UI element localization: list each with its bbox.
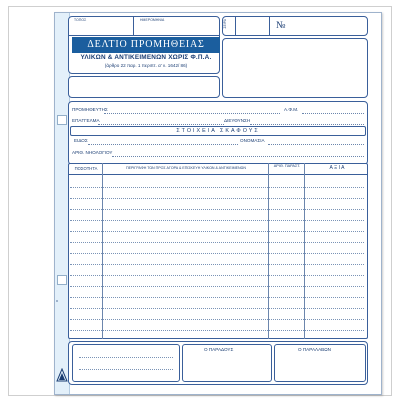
punch-hole	[57, 275, 67, 285]
margin-mark	[56, 300, 58, 302]
registry-label: ΑΡΙΘ. ΝΗΟΛΟΓΙΟΥ	[72, 150, 113, 155]
date-label: ΗΜΕΡΟΜΗΝΙΑ	[140, 18, 165, 22]
supplier-input-line[interactable]	[104, 113, 280, 114]
vat-label: Α.Φ.Μ.	[284, 107, 299, 112]
recipient-box[interactable]	[222, 38, 368, 98]
table-row[interactable]	[70, 330, 364, 331]
number-label: №	[276, 20, 286, 31]
table-row[interactable]	[70, 308, 364, 309]
table-row[interactable]	[70, 209, 364, 210]
table-row[interactable]	[70, 231, 364, 232]
items-table	[68, 163, 368, 339]
profession-label: ΕΠΑΓΓΕΛΜΑ	[72, 118, 100, 123]
column-divider	[304, 163, 305, 339]
table-row[interactable]	[70, 187, 364, 188]
column-divider	[102, 163, 103, 339]
supplier-label: ΠΡΟΜΗΘΕΥΤΗΣ	[72, 107, 108, 112]
address-input-line[interactable]	[250, 124, 364, 125]
name-input-line[interactable]	[268, 144, 364, 145]
type-label: ΕΙΔΟΣ	[74, 138, 88, 143]
series-number-block	[222, 16, 368, 36]
column-divider	[268, 163, 269, 339]
table-row[interactable]	[70, 253, 364, 254]
table-header-divider	[68, 174, 368, 175]
table-row[interactable]	[70, 275, 364, 276]
punch-hole	[57, 115, 67, 125]
col-quantity: ΠΟΣΟΤΗΤΑ	[74, 166, 98, 171]
table-row[interactable]	[70, 286, 364, 287]
address-label: ΔΙΕΥΘΥΝΣΗ	[224, 118, 251, 123]
vat-input-line[interactable]	[302, 113, 364, 114]
law-reference: (άρθρο 22 παρ. 1 περιπτ. α' ν. 1642/ 86)	[104, 63, 188, 68]
registry-input-line[interactable]	[112, 156, 364, 157]
delivered-by-label: Ο ΠΑΡΑΔΟΥΣ	[204, 347, 234, 352]
table-row[interactable]	[70, 242, 364, 243]
notes-box[interactable]	[68, 76, 220, 98]
series-label: ΣΕΙΡΑ	[223, 19, 227, 29]
table-row[interactable]	[70, 319, 364, 320]
place-label: ΤΟΠΟΣ	[74, 18, 87, 22]
publisher-logo-icon	[56, 368, 68, 382]
table-row[interactable]	[70, 220, 364, 221]
profession-input-line[interactable]	[98, 124, 224, 125]
form-subtitle: ΥΛΙΚΩΝ & ΑΝΤΙΚΕΙΜΕΝΩΝ ΧΩΡΙΣ Φ.Π.Α.	[80, 54, 212, 61]
type-input-line[interactable]	[88, 144, 238, 145]
table-row[interactable]	[70, 198, 364, 199]
col-description: ΠΕΡΙΓΡΑΦΗ ΤΩΝ ΠΡΟΣ ΑΓΟΡΑ & ΕΠΙΣΚΕΥΗ ΥΛΙΚΩΝ & ΑΝΤΙΚΕΙΜΕΝΩΝ	[126, 166, 246, 170]
form-title: ΔΕΛΤΙΟ ΠΡΟΜΗΘΕΙΑΣ	[72, 37, 220, 53]
table-row[interactable]	[70, 297, 364, 298]
received-by-label: Ο ΠΑΡΑΛΑΒΩΝ	[298, 347, 331, 352]
col-invoice-no: ΑΡΙΘ. ΠΑΡΑΣΤ.	[273, 164, 301, 168]
vessel-section-header: ΣΤΟΙΧΕΙΑ ΣΚΑΦΟΥΣ	[70, 126, 366, 136]
stamp-box[interactable]	[72, 344, 180, 382]
name-label: ΟΝΟΜΑΣΙΑ	[240, 138, 265, 143]
table-row[interactable]	[70, 264, 364, 265]
col-value: Α Ξ Ι Α	[329, 165, 345, 171]
